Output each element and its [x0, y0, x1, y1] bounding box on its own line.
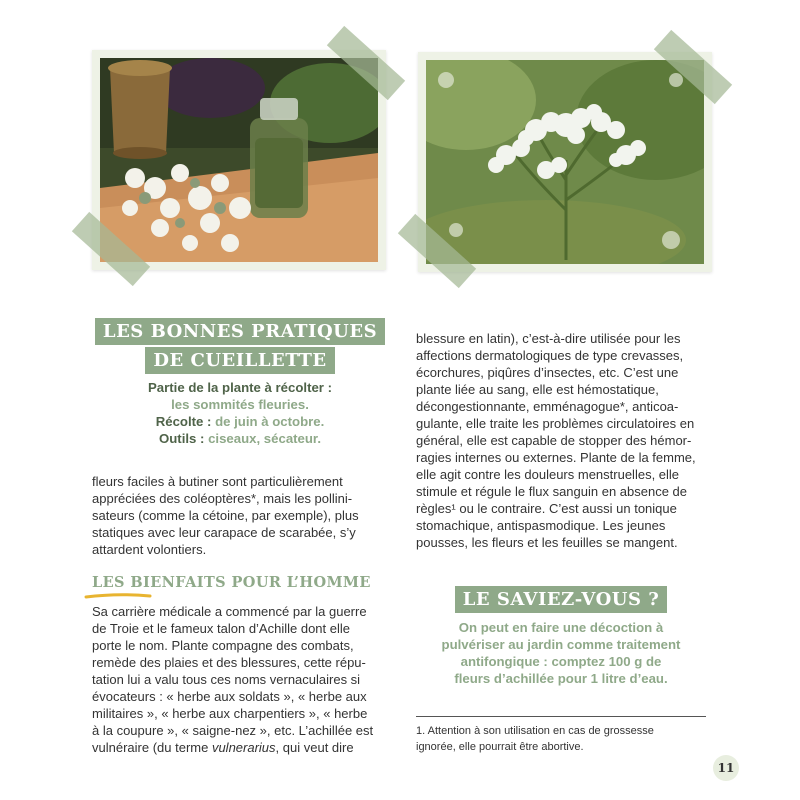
footnote-divider	[416, 716, 706, 717]
tip-line: On peut en faire une décoction à	[458, 620, 664, 635]
part-value: les sommités fleuries.	[171, 397, 309, 412]
tip-line: antifongique : comptez 100 g de	[460, 654, 662, 669]
benefits-paragraph	[92, 603, 398, 756]
tip-line: fleurs d’achillée pour 1 litre d’eau.	[454, 671, 668, 686]
intro-paragraph	[92, 473, 398, 558]
paragraph-line: règles¹ ou le contraire. C’est aussi un tonique	[416, 501, 677, 516]
harvest-value: de juin à octobre.	[215, 414, 325, 429]
text-fragment: vulnéraire (du terme	[92, 740, 212, 755]
part-label: Partie de la plante à récolter :	[148, 380, 332, 395]
paragraph-line: tation lui a valu tous ces noms vernaculaires si	[92, 672, 361, 687]
footnote-line: 1. Attention à son utilisation en cas de grossesse	[416, 725, 654, 737]
right-photo-frame	[418, 52, 712, 272]
paragraph-line: gulante, elle traite les problèmes circulatoires en	[416, 416, 695, 431]
paragraph-line: de Troie et le fameux talon d’Achille dont elle	[92, 621, 350, 636]
paragraph-line: attardent volontiers.	[92, 542, 207, 557]
latin-term: vulnerarius	[211, 740, 276, 755]
paragraph-line: remède des plaies et des blessures, cette répu-	[92, 655, 366, 670]
paragraph-line: blessure en latin), c’est-à-dire utilisée pour les	[416, 331, 681, 346]
tools-label: Outils :	[158, 431, 205, 446]
paragraph-line: décongestionnante, emménagogue*, anticoa-	[416, 399, 679, 414]
tip-title: LE SAVIEZ-VOUS ?	[455, 586, 668, 613]
paragraph-line: fleurs faciles à butiner sont particulièrement	[92, 474, 343, 489]
page-number: 11	[713, 755, 739, 781]
paragraph-line: militaires », « herbe aux charpentiers », « herbe	[92, 706, 368, 721]
footnote	[416, 723, 654, 755]
tip-text	[418, 619, 704, 687]
paragraph-line: porte le nom. Plante compagne des combats,	[92, 638, 354, 653]
paragraph-line: pousses, les fleurs et les feuilles se mangent.	[416, 535, 678, 550]
paragraph-line: Sa carrière médicale a commencé par la guerre	[92, 604, 367, 619]
left-photo-frame	[92, 50, 386, 270]
paragraph-line: stimule et régule le flux sanguin en absence de	[416, 484, 688, 499]
footnote-line: ignorée, elle pourrait être abortive.	[416, 741, 584, 753]
right-column-paragraph	[416, 330, 708, 551]
paragraph-line: général, elle est capable de stopper des hémor-	[416, 433, 692, 448]
tools-value: ciseaux, sécateur.	[208, 431, 321, 446]
text-fragment: , qui veut dire	[275, 740, 354, 755]
paragraph-line: sateurs (comme la cétoine, par exemple), plus	[92, 508, 359, 523]
paragraph-line: stomachique, antispasmodique. Les jeunes	[416, 518, 666, 533]
did-you-know-box	[418, 586, 704, 687]
paragraph-line: affections dermatologiques de type crevasses,	[416, 348, 684, 363]
paragraph-line: à la coupure », « saigne-nez », etc. L’achillée est	[92, 723, 374, 738]
harvest-label: Récolte :	[155, 414, 212, 429]
paragraph-line	[92, 739, 398, 756]
practices-title-line2: DE CUEILLETTE	[145, 347, 334, 374]
paragraph-line: plante liée au sang, elle est hémostatique,	[416, 382, 659, 397]
paragraph-line: évocateurs : « herbe aux soldats », « herbe aux	[92, 689, 367, 704]
yarrow-flowers-photo	[426, 60, 704, 264]
practices-details	[90, 379, 390, 447]
paragraph-line: statiques avec leur carapace de scarabée, s’y	[92, 525, 356, 540]
paragraph-line: écorchures, piqûres d’insectes, etc. C’est une	[416, 365, 679, 380]
paragraph-line: elle agit contre les douleurs menstruelles, elle	[416, 467, 680, 482]
highlight-stroke	[84, 592, 152, 600]
paragraph-line: appréciées des coléoptères*, mais les pollini-	[92, 491, 353, 506]
harvest-practices-box	[90, 318, 390, 447]
practices-title-line1: LES BONNES PRATIQUES	[95, 318, 385, 345]
yarrow-still-life-photo	[100, 58, 378, 262]
paragraph-line: ragies internes ou externes. Plante de la femme,	[416, 450, 696, 465]
benefits-heading: LES BIENFAITS POUR L’HOMME	[92, 574, 371, 591]
tip-line: pulvériser au jardin comme traitement	[441, 637, 681, 652]
